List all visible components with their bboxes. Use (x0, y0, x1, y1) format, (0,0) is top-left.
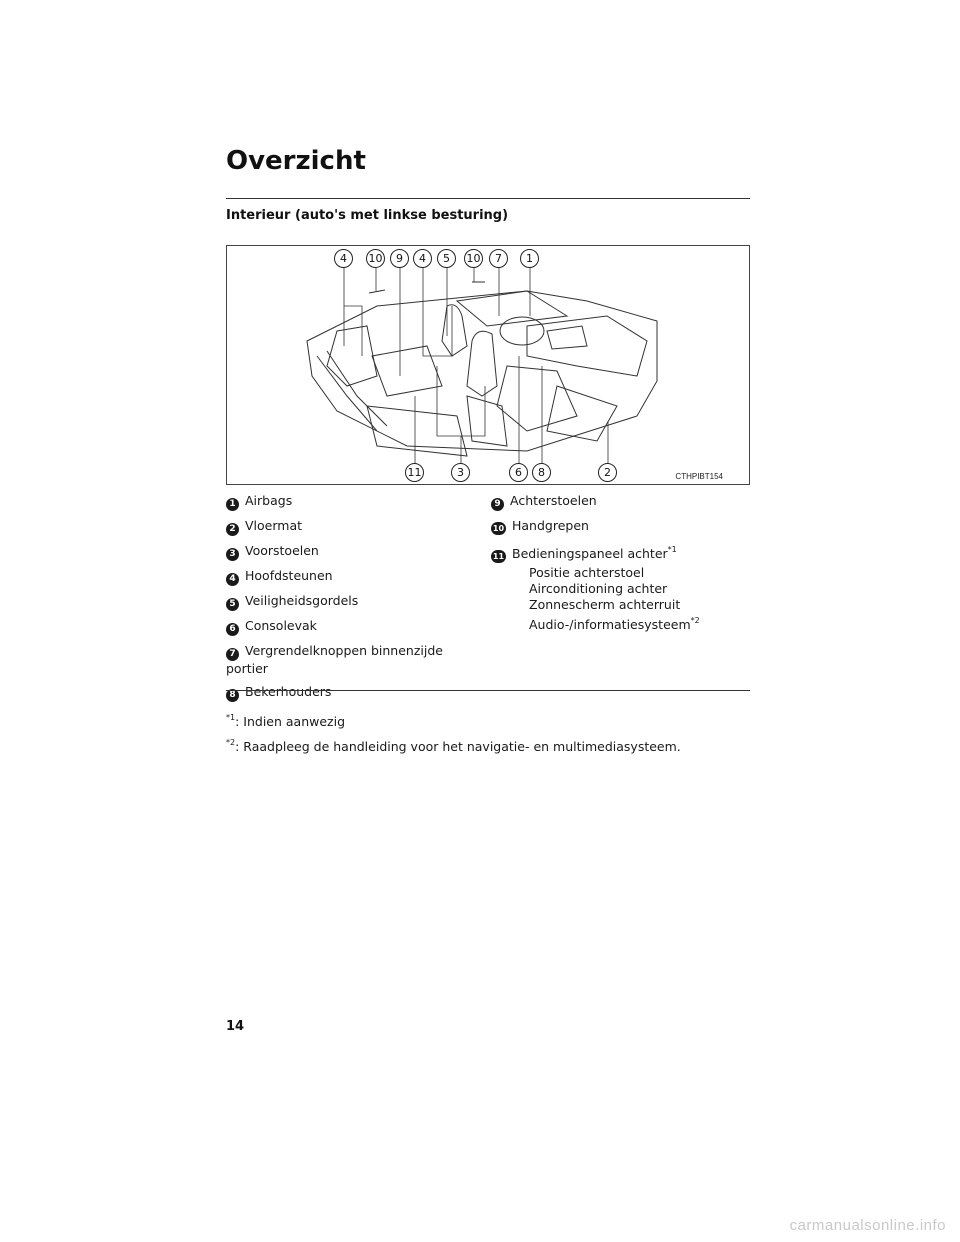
callout-bottom-3: 6 (509, 463, 528, 482)
legend-label: Vloermat (245, 518, 303, 533)
footnote-text: : Raadpleeg de handleiding voor het navigatie- en multimediasysteem. (235, 739, 681, 754)
footnote-marker: *1 (667, 545, 677, 554)
callout-bottom-4: 8 (532, 463, 551, 482)
legend-item (226, 618, 476, 636)
callout-top-6: 10 (464, 249, 483, 268)
legend-item (226, 518, 476, 536)
legend-label: Airbags (245, 493, 293, 508)
callout-top-4: 4 (413, 249, 432, 268)
legend-item (491, 493, 751, 511)
legend-label: Veiligheidsgordels (245, 593, 359, 608)
legend-label: Vergrendelknoppen binnenzijde portier (226, 643, 443, 676)
section-heading: Interieur (auto's met linkse besturing) (226, 208, 509, 223)
callout-top-2: 10 (366, 249, 385, 268)
figure-code: CTHPIBT154 (675, 472, 723, 481)
legend-number: 11 (492, 552, 505, 561)
subitem: Airconditioning achter (529, 581, 668, 596)
legend-label: Bedieningspaneel achter (512, 546, 668, 561)
legend-label: Voorstoelen (245, 543, 319, 558)
rear-panel-subitems (529, 565, 751, 633)
interior-illustration (226, 245, 750, 485)
legend-number: 6 (226, 623, 239, 636)
legend-number: 8 (226, 689, 239, 702)
legend-number: 10 (492, 524, 505, 533)
callout-bottom-5: 2 (598, 463, 617, 482)
watermark: carmanualsonline.info (789, 1217, 946, 1234)
legend-item (491, 518, 751, 535)
callout-bottom-1: 11 (405, 463, 424, 482)
car-interior-drawing (227, 246, 749, 484)
legend-label: Handgrepen (512, 518, 589, 533)
subitem: Zonnescherm achterruit (529, 597, 681, 612)
footnote-1 (226, 713, 345, 729)
callout-top-3: 9 (390, 249, 409, 268)
page-number: 14 (226, 1019, 245, 1034)
legend-label: Consolevak (245, 618, 317, 633)
legend-number: 5 (226, 598, 239, 611)
footnote-marker: *1 (226, 713, 236, 722)
legend-item (226, 684, 476, 702)
legend-item (491, 542, 751, 563)
legend-label: Bekerhouders (245, 684, 332, 699)
subitem: Positie achterstoel (529, 565, 645, 580)
legend-right (491, 493, 751, 633)
legend-label: Achterstoelen (510, 493, 597, 508)
legend-item (226, 593, 476, 611)
callout-top-7: 7 (489, 249, 508, 268)
legend-divider (226, 690, 750, 691)
legend-item (226, 643, 476, 677)
legend-number: 7 (226, 648, 239, 661)
legend-number: 1 (226, 498, 239, 511)
legend-left (226, 493, 476, 709)
legend-item (226, 543, 476, 561)
callout-bottom-2: 3 (451, 463, 470, 482)
legend-item (226, 493, 476, 511)
legend-number: 2 (226, 523, 239, 536)
footnote-2 (226, 738, 681, 754)
legend-item (226, 568, 476, 586)
page-title: Overzicht (226, 146, 366, 176)
legend-number: 9 (491, 498, 504, 511)
callout-top-5: 5 (437, 249, 456, 268)
footnote-marker: *2 (226, 738, 236, 747)
subitem: Audio-/informatiesysteem (529, 617, 691, 632)
title-divider (226, 198, 750, 199)
legend-number: 4 (226, 573, 239, 586)
callout-top-1: 4 (334, 249, 353, 268)
footnote-marker: *2 (690, 616, 700, 625)
legend-number: 3 (226, 548, 239, 561)
callout-top-8: 1 (520, 249, 539, 268)
footnote-text: : Indien aanwezig (235, 714, 346, 729)
legend-label: Hoofdsteunen (245, 568, 333, 583)
